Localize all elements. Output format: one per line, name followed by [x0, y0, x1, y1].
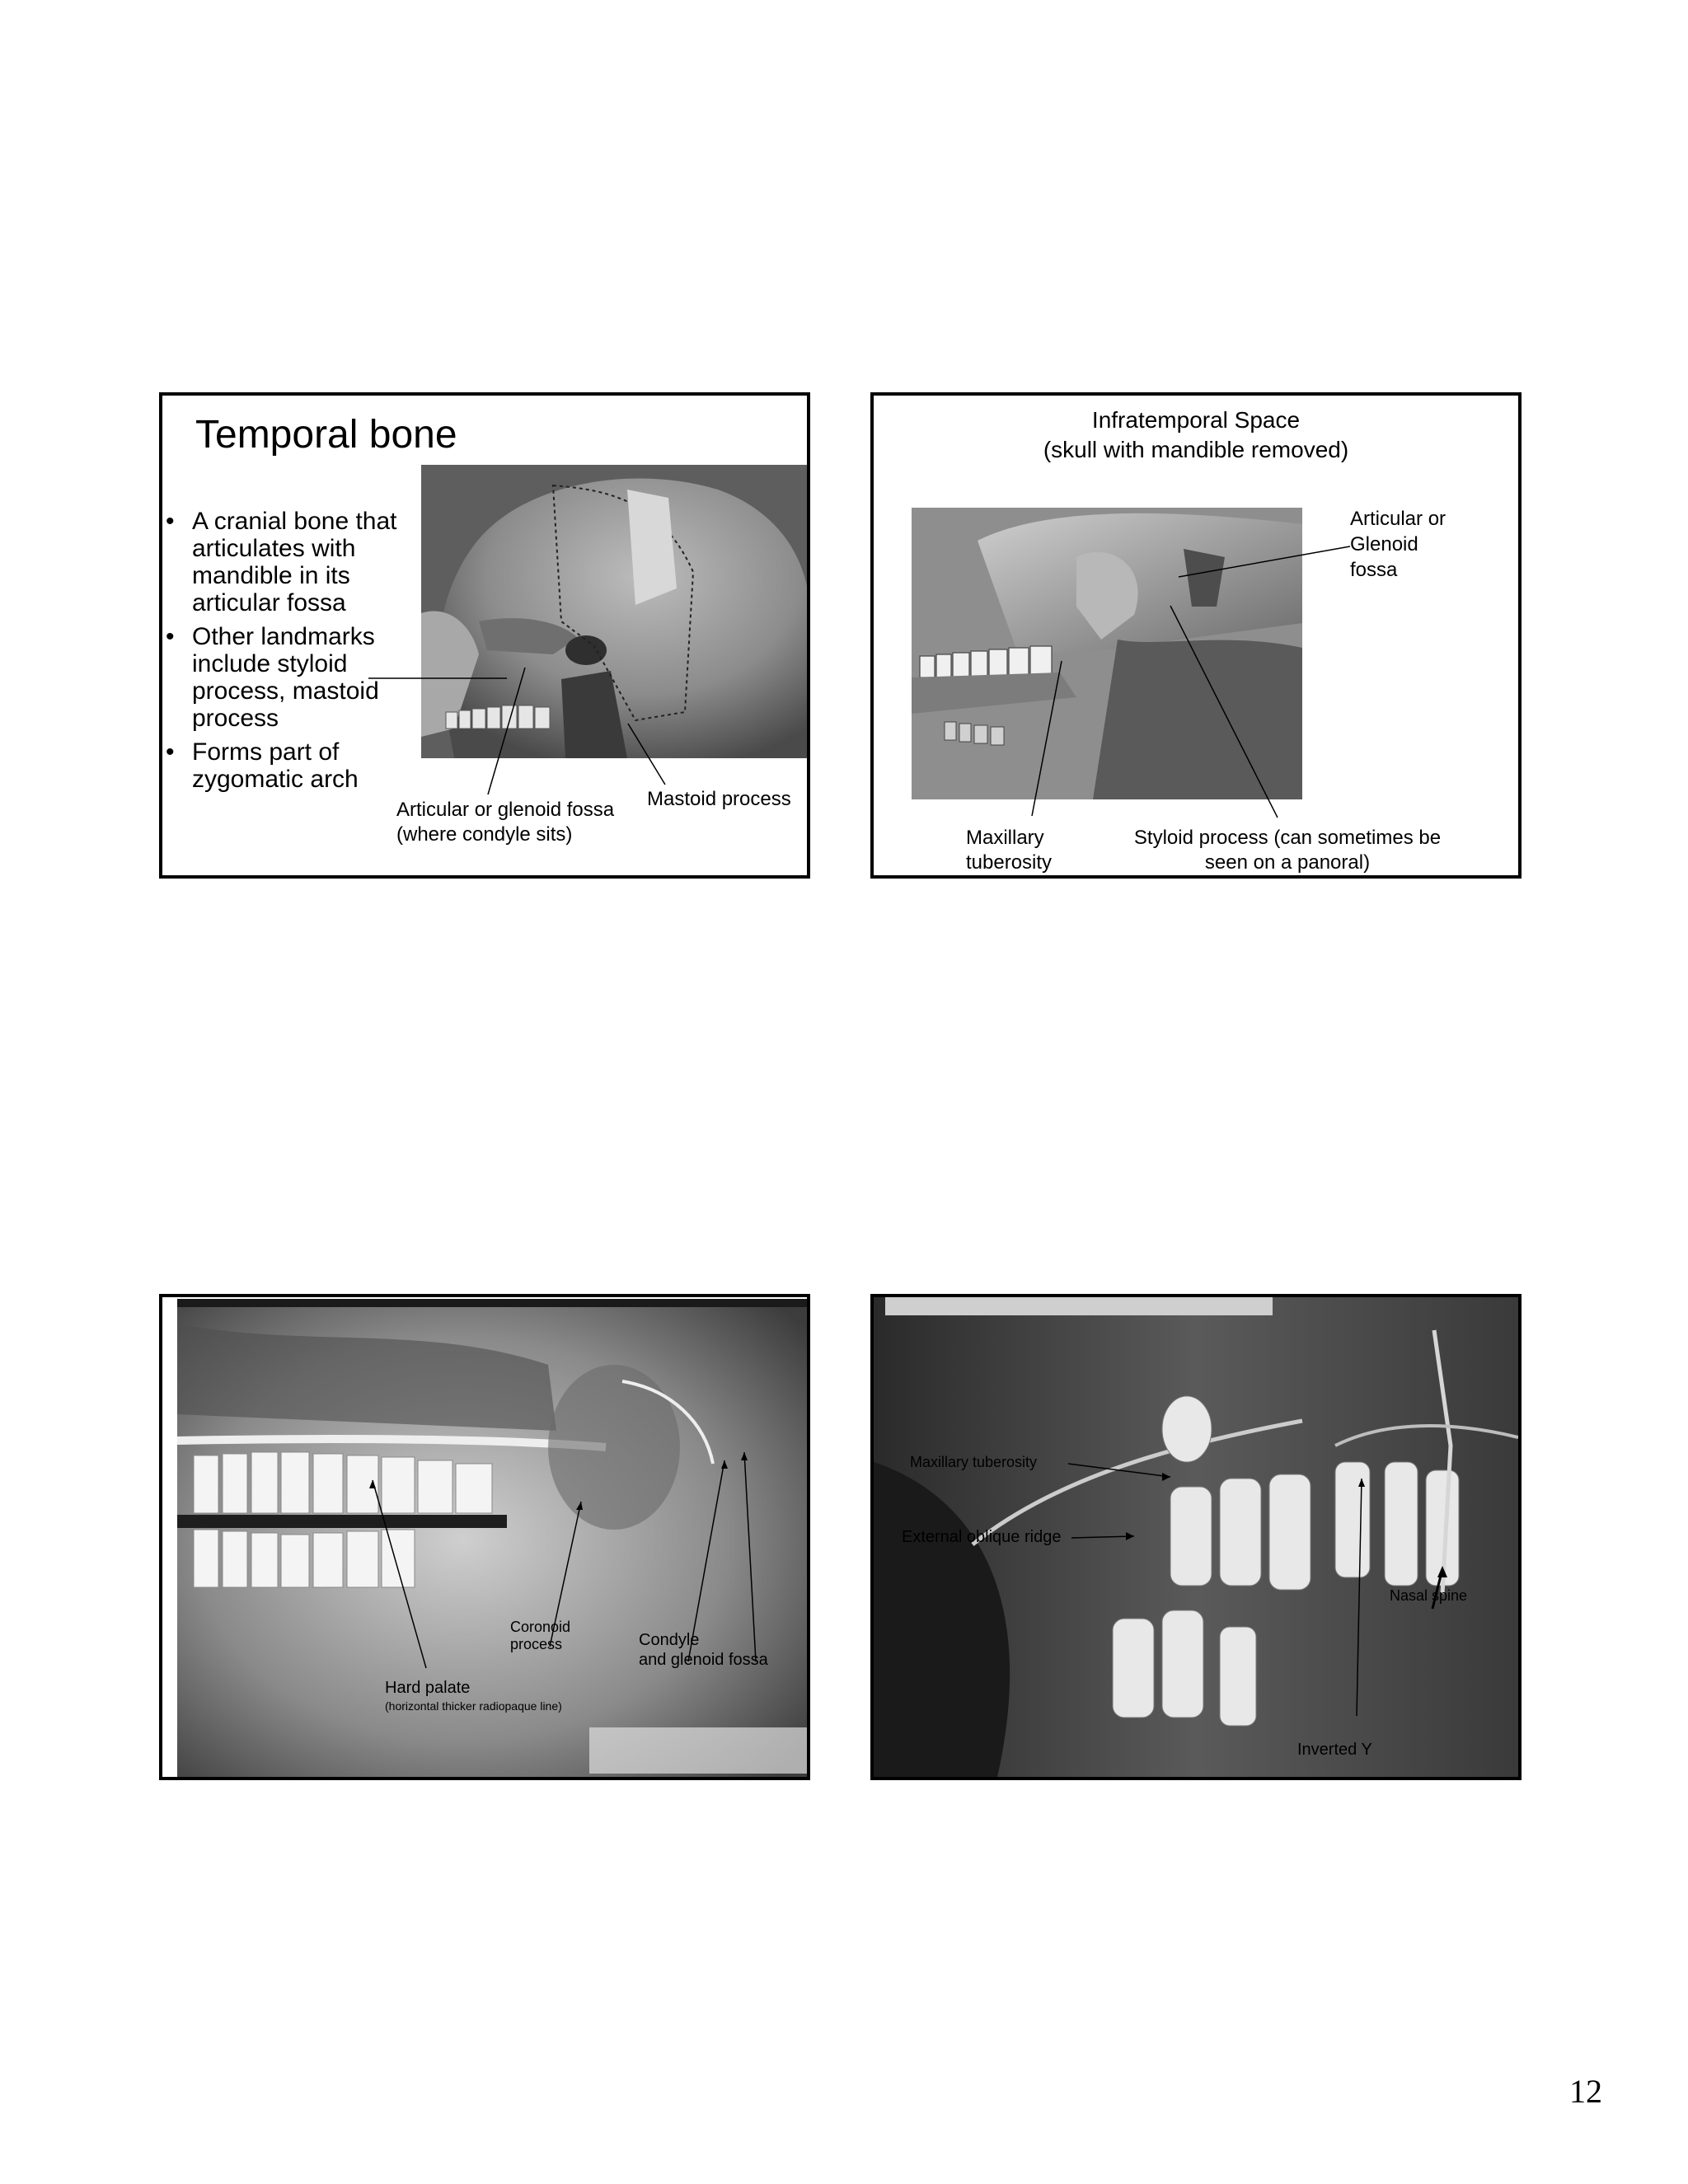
bullet-item: • Other landmarks include styloid process, mastoid process	[166, 623, 413, 732]
slide-title: Temporal bone	[195, 413, 457, 457]
bullet-item: • Forms part of zygomatic arch	[166, 738, 413, 793]
caption-glenoid-fossa	[1350, 506, 1446, 583]
caption-maxillary-tuberosity	[966, 826, 1052, 875]
caption-line: Articular or glenoid fossa	[396, 799, 615, 821]
label-hard-palate-note: (horizontal thicker radiopaque line)	[385, 1699, 562, 1713]
caption-line: Styloid process (can sometimes be	[1133, 827, 1442, 849]
caption-line: fossa	[1350, 559, 1398, 581]
caption-line: Glenoid	[1350, 533, 1418, 555]
label-maxillary-tuberosity: Maxillary tuberosity	[910, 1454, 1038, 1470]
caption-line: Maxillary	[966, 827, 1044, 849]
label-hard-palate: Hard palate	[385, 1679, 471, 1697]
slide-panoramic-xray	[159, 1294, 810, 1780]
label-nasal-spine: Nasal spine	[1390, 1587, 1468, 1604]
caption-glenoid-fossa	[396, 798, 614, 847]
label-inverted-y: Inverted Y	[1297, 1741, 1372, 1759]
label-line: Condyle	[639, 1631, 700, 1649]
label-line: process	[510, 1636, 563, 1652]
slide-maxillary-xray	[870, 1294, 1522, 1780]
title-line: Infratemporal Space	[1091, 407, 1301, 433]
bullet-item: • A cranial bone that articulates with mandible in its articular fossa	[166, 508, 413, 616]
slide-temporal-bone	[159, 392, 810, 879]
caption-line: Articular or	[1350, 508, 1447, 530]
label-condyle	[639, 1630, 768, 1670]
caption-mastoid: Mastoid process	[647, 788, 791, 810]
pointer-lines	[874, 396, 1522, 879]
label-line: and glenoid fossa	[639, 1651, 768, 1669]
slide-infratemporal-space	[870, 392, 1522, 879]
caption-line: seen on a panoral)	[1204, 851, 1371, 874]
caption-styloid-process	[1114, 826, 1461, 875]
label-coronoid-process	[510, 1619, 570, 1653]
title-line: (skull with mandible removed)	[1043, 437, 1349, 462]
label-line: Coronoid	[510, 1619, 571, 1635]
caption-line: (where condyle sits)	[396, 823, 573, 846]
caption-line: tuberosity	[966, 851, 1053, 874]
label-external-oblique-ridge: External oblique ridge	[902, 1528, 1062, 1546]
page-number: 12	[1569, 2073, 1602, 2110]
